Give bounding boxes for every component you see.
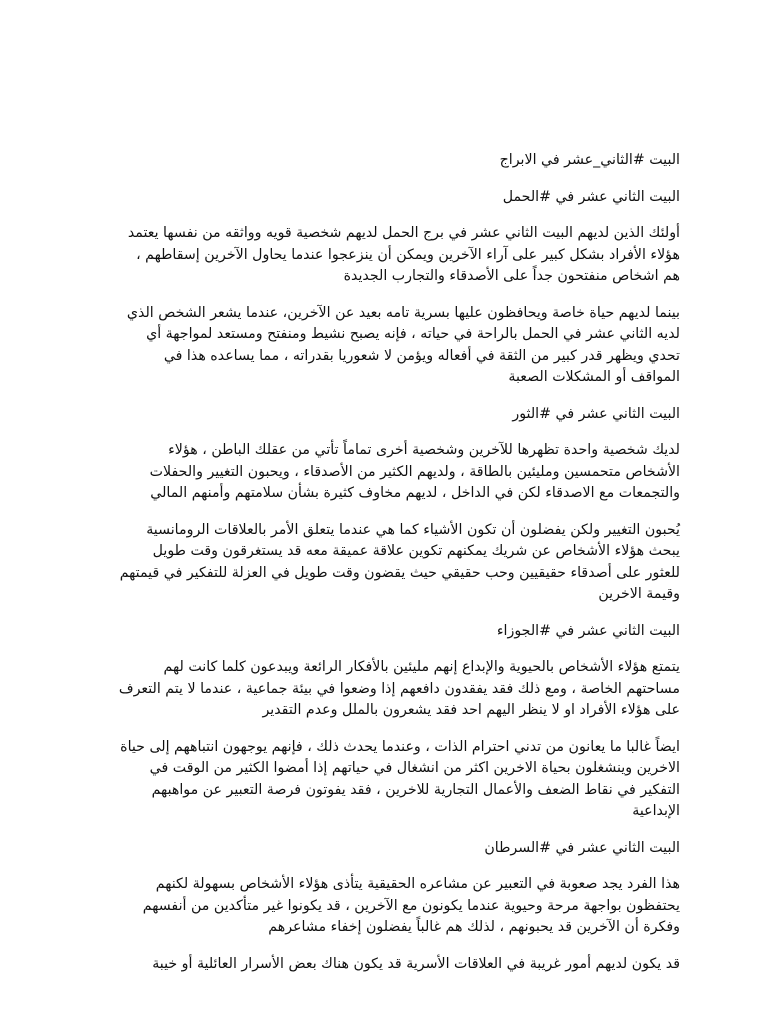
paragraph: [88, 954, 680, 976]
text-line: وفكرة أن الآخرين قد يحبونهم ، لذلك هم غالباً يفضلون إخفاء مشاعرهم: [268, 919, 680, 935]
text-line: والتجمعات مع الاصدقاء لكن في الداخل ، لديهم مخاوف كثيرة بشأن سلامتهم وأمنهم المالي: [150, 485, 680, 501]
text-line: لديه الثاني عشر في الحمل بالراحة في حياته ، فإنه يصبح نشيط ومنفتح ومستعد لمواجهة أي: [146, 326, 680, 342]
document-body: [88, 150, 680, 990]
section-heading-gemini: [88, 621, 680, 643]
text-line: التفكير في نقاط الضعف والأعمال التجارية للاخرين ، فقد يفوتون فرصة التعبير عن مواهبهم: [151, 781, 680, 798]
text-line: البيت الثاني عشر في #الجوزاء: [496, 622, 680, 639]
text-line: على هؤلاء الأفراد او لا ينظر اليهم احد فقد يشعرون بالملل وعدم التقدير: [262, 702, 680, 718]
paragraph: [88, 874, 680, 939]
text-line: لديك شخصية واحدة تظهرها للآخرين وشخصية أخرى تماماً تأتي من عقلك الباطن ، هؤلاء: [168, 442, 680, 458]
text-line: ايضاً غالبا ما يعانون من تدني احترام الذات ، وعندما يحدث ذلك ، فإنهم يوجهون انتباههم إلى حياة: [120, 738, 680, 755]
text-line: الأشخاص متحمسين ومليئين بالطاقة ، ولديهم الكثير من الأصدقاء ، ويحبون التغيير والحفلات: [149, 463, 680, 480]
text-line: تحدي ويظهر قدر كبير من الثقة في أفعاله ويؤمن لا شعوريا بقدراته ، مما يساعده هذا في: [163, 347, 680, 364]
text-line: يبحث هؤلاء الأشخاص عن شريك يمكنهم تكوين علاقة عميقة معه قد يستغرقون وقت طويل: [152, 543, 680, 559]
text-line: هم اشخاص منفتحون جداً على الأصدقاء والتجارب الجديدة: [343, 268, 680, 284]
text-line: يُحبون التغيير ولكن يفضلون أن تكون الأشياء كما هي عندما يتعلق الأمر بالعلاقات الرومانسية: [146, 521, 680, 538]
paragraph: [88, 303, 680, 389]
text-line: مساحتهم الخاصة ، ومع ذلك فقد يفقدون دافعهم إذا وضعوا في بيئة جماعية ، عندما لا يتم التعرف: [118, 680, 680, 697]
section-heading-taurus: [88, 404, 680, 426]
text-line: يحتفظون بواجهة مرحة وحيوية عندما يكونون مع الآخرين ، قد يكونوا غير متأكدين من أنفسهم: [142, 897, 680, 914]
text-line: الاخرين وينشغلون بحياة الاخرين اكثر من انشغال في حياتهم إذا أمضوا الكثير من الوقت في: [149, 760, 680, 776]
text-line: أولئك الذين لديهم البيت الثاني عشر في برج الحمل لديهم شخصية قويه وواثقه من نفسها يعتمد: [127, 225, 680, 241]
section-heading-cancer: [88, 838, 680, 860]
paragraph: [88, 440, 680, 505]
section-heading-aries: [88, 187, 680, 209]
text-line: للعثور على أصدقاء حقيقيين وحب حقيقي حيث يقضون وقت طويل في العزلة للتفكير في قيمتهم: [119, 564, 680, 581]
text-line: قد يكون لديهم أمور غريبة في العلاقات الأسرية قد يكون هناك بعض الأسرار العائلية أو خيبة: [152, 955, 680, 972]
text-line: بينما لديهم حياة خاصة ويحافظون عليها بسرية تامه بعيد عن الآخرين، عندما يشعر الشخص الذي: [126, 304, 680, 321]
text-line: البيت الثاني عشر في #السرطان: [484, 839, 680, 856]
text-line: المواقف أو المشكلات الصعبة: [508, 369, 680, 385]
text-line: الإبداعية: [632, 803, 680, 819]
text-line: هذا الفرد يجد صعوبة في التعبير عن مشاعره الحقيقية يتأذى هؤلاء الأشخاص بسهولة لكنهم: [155, 876, 680, 892]
text-line: البيت #الثاني_عشر في الابراج: [499, 152, 680, 168]
text-line: البيت الثاني عشر في #الحمل: [502, 188, 680, 205]
paragraph: [88, 520, 680, 606]
text-line: وقيمة الاخرين: [598, 586, 680, 602]
text-line: هؤلاء الأفراد بشكل كبير على آراء الآخرين ويمكن أن ينزعجوا عندما يحاول الآخرين إسقاطهم ،: [136, 246, 680, 263]
paragraph: [88, 657, 680, 722]
paragraph: [88, 737, 680, 823]
paragraph: [88, 223, 680, 288]
page-title: [88, 150, 680, 172]
text-line: البيت الثاني عشر في #الثور: [512, 405, 680, 422]
text-line: يتمتع هؤلاء الأشخاص بالحيوية والإبداع إنهم مليئين بالأفكار الرائعة ويبدعون كلما كانت لهم: [163, 659, 680, 675]
